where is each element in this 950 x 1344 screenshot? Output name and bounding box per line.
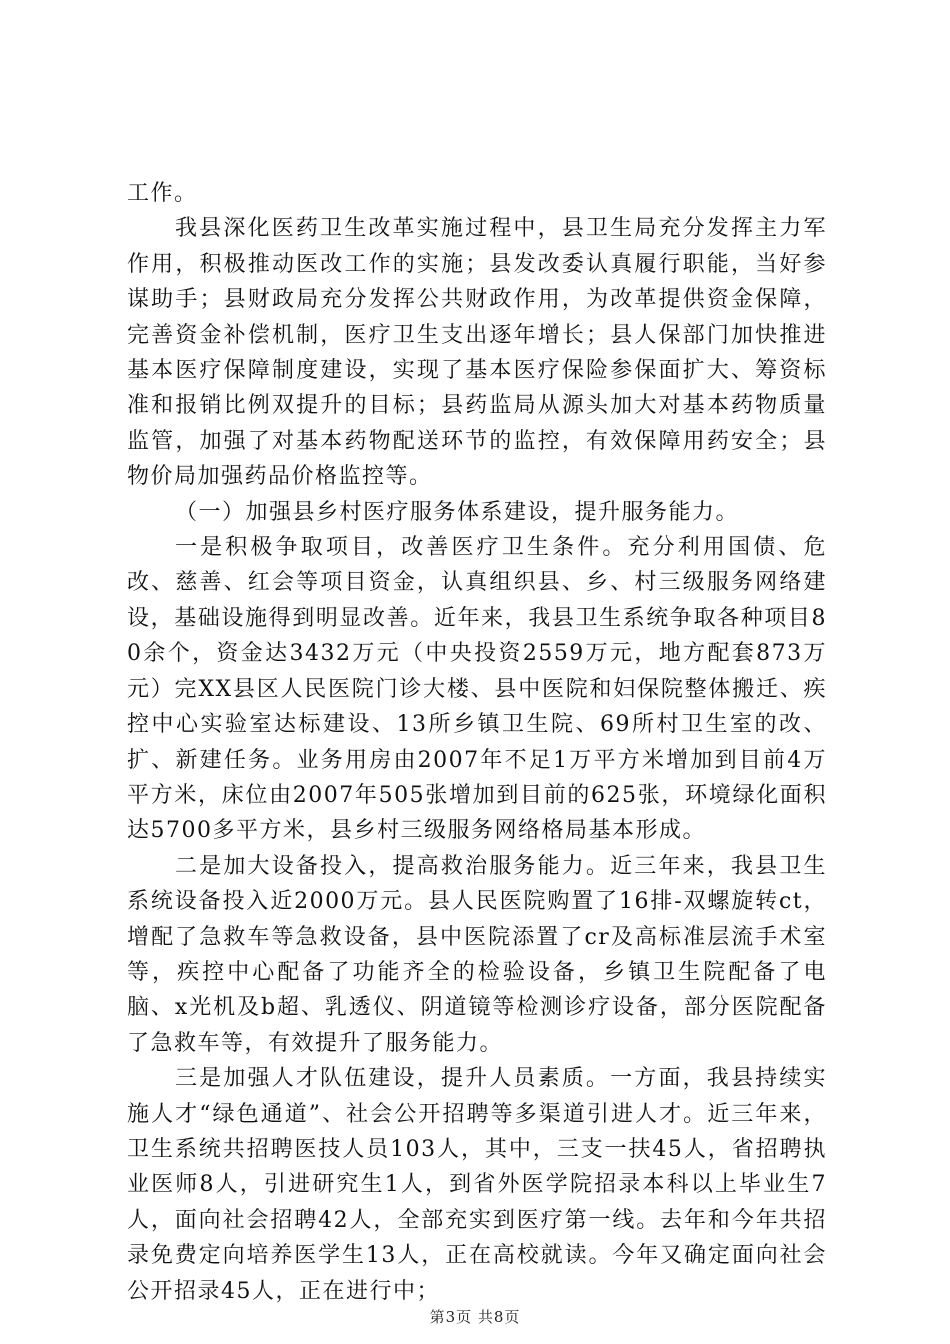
paragraph-talent: 三是加强人才队伍建设，提升人员素质。一方面，我县持续实施人才“绿色通道”、社会公开招聘等多渠道引进人才。近三年来，卫生系统共招聘医技人员103人，其中，三支一扶45人，省招聘执业医师8人，引进研究生1人，到省外医学院招录本科以上毕业生7人，面向社会招聘42人，全部充实到医疗第一线。去年和今年共招录免费定向培养医学生13人，正在高校就读。今年又确定面向社会公开招录45人，正在进行中； xyxy=(127,1066,827,1304)
document-body xyxy=(127,176,827,1309)
paragraph-projects: 一是积极争取项目，改善医疗卫生条件。充分利用国债、危改、慈善、红会等项目资金，认真组织县、乡、村三级服务网络建设，基础设施得到明显改善。近年来，我县卫生系统争取各种项目80余个，资金达3432万元（中央投资2559万元，地方配套873万元）完XX县区人民医院门诊大楼、县中医院和妇保院整体搬迁、疾控中心实验室达标建设、13所乡镇卫生院、69所村卫生室的改、扩、新建任务。业务用房由2007年不足1万平方米增加到目前4万平方米，床位由2007年505张增加到目前的625张，环境绿化面积达5700多平方米，县乡村三级服务网络格局基本形成。 xyxy=(127,535,827,844)
paragraph-equipment: 二是加大设备投入，提高救治服务能力。近三年来，我县卫生系统设备投入近2000万元。县人民医院购置了16排-双螺旋转ct，增配了急救车等急救设备，县中医院添置了cr及高标准层流手术室等，疾控中心配备了功能齐全的检验设备，乡镇卫生院配备了电脑、x光机及b超、乳透仪、阴道镜等检测诊疗设备，部分医院配备了急救车等，有效提升了服务能力。 xyxy=(127,853,827,1056)
page-number: 第3页 共8页 xyxy=(429,1308,521,1326)
paragraph-continuation: 工作。 xyxy=(127,181,198,206)
section-heading: （一）加强县乡村医疗服务体系建设，提升服务能力。 xyxy=(175,499,740,525)
paragraph-departments: 我县深化医药卫生改革实施过程中，县卫生局充分发挥主力军作用，积极推动医改工作的实施；县发改委认真履行职能，当好参谋助手；县财政局充分发挥公共财政作用，为改革提供资金保障，完善资金补偿机制，医疗卫生支出逐年增长；县人保部门加快推进基本医疗保障制度建设，实现了基本医疗保险参保面扩大、筹资标准和报销比例双提升的目标；县药监局从源头加大对基本药物质量监管，加强了对基本药物配送环节的监控，有效保障用药安全；县物价局加强药品价格监控等。 xyxy=(127,216,827,490)
